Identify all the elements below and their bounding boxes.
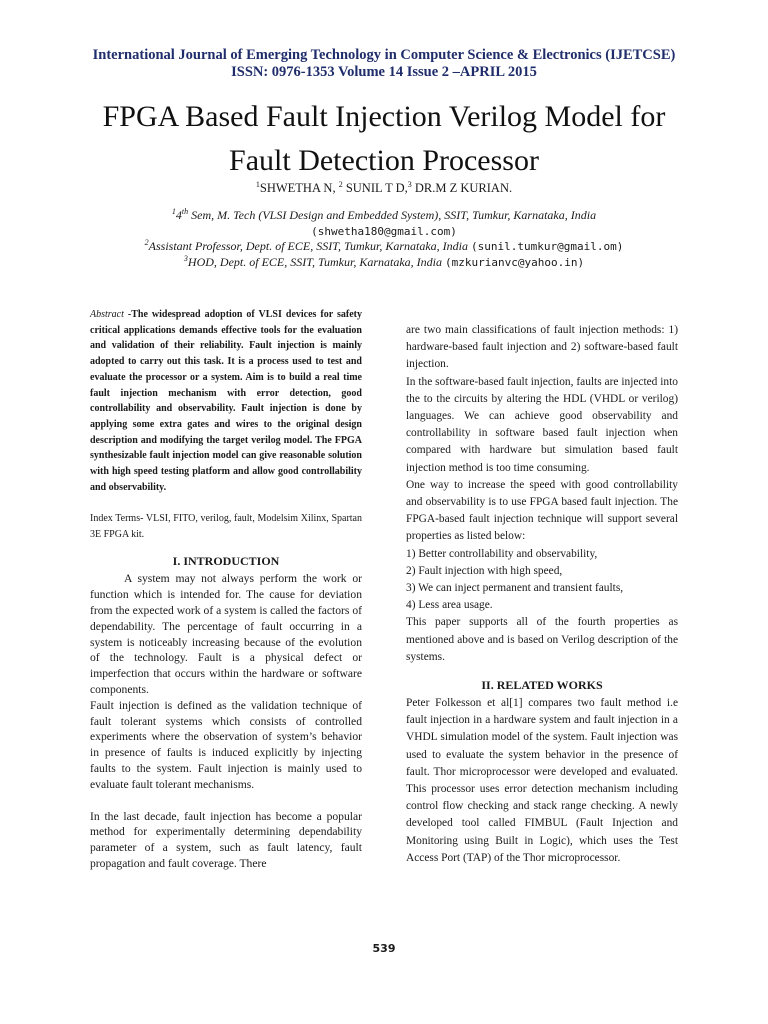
affiliation-1-email: [0, 224, 768, 239]
paragraph: In the last decade, fault injection has become a popular method for experimentally determining dependability parameter of a system, such as fault latency, fault propagation and fault coverage. There: [90, 809, 362, 870]
paragraph: Peter Folkesson et al[1] compares two fault method i.e fault injection in a hardware system and fault injection in a VHDL simulation model of the system. Fault injection was used to evaluate the system behavior in the presence of fault. Thor microprocessor were developed and evaluated. This processor uses error detection mechanism including control flow checking and stack range checking. A newly developed tool called FIMBUL (Fault Injection and Monitoring using Built in Logic), which uses the Test Access Port (TAP) of the Thor microprocessor.: [406, 697, 678, 864]
paragraph: Fault injection is defined as the validation technique of fault tolerant systems which consists of controlled experiments where the observation of system’s behavior in presence of faults is induced explicitly by injecting faults to the system. Fault injection is mainly used to evaluate fault tolerant mechanisms.: [90, 698, 362, 791]
abstract-text: -The widespread adoption of VLSI devices for safety critical applications demands effective tools for the evaluation and validation of their reliability. Fault injection is mainly adopted to carry out this task. It is a process used to test and evaluate the processor or a system. Aim is to build a real time fault injection mechanism with error detection, good controllability and observability. Fault injection is done by applying some extra gates and wires to the original design description and modifying the target verilog model. The FPGA synthesizable fault injection model can give reasonable solution with high speed testing platform and allow good controllability and observability.: [90, 309, 362, 493]
section-heading-related-works: II. RELATED WORKS: [481, 678, 603, 693]
author-email: (mzkurianvc@yahoo.in): [445, 256, 585, 269]
affiliation-2: [0, 239, 768, 254]
ordinal-suffix: th: [181, 207, 189, 216]
affiliation-3: [0, 255, 768, 270]
affiliation-marker: 1: [171, 207, 176, 216]
paper-title-line2: Fault Detection Processor: [229, 144, 539, 177]
author-email: (shwetha180@gmail.com): [311, 225, 457, 238]
paragraph: One way to increase the speed with good controllability and observability is to use FPGA based fault injection. The FPGA-based fault injection technique will support several properties as listed below:: [406, 478, 678, 543]
paragraph: A system may not always perform the work or function which is intended for. The cause for deviation from the expected work of a system is called the factors of dependability. The percentage of fault occurring in a system is noticeably increasing because of the evolution of the technology. Fault is a physical defect or imperfection that occurs within the hardware or software components.: [90, 572, 362, 697]
affiliation-semester: 4: [175, 208, 182, 222]
journal-name: International Journal of Emerging Technology in Computer Science & Electronics (IJETCSE): [92, 47, 676, 63]
paragraph: This paper supports all of the fourth properties as mentioned above and is based on Verilog description of the systems.: [406, 616, 678, 663]
affiliation-marker: 2: [144, 238, 149, 247]
list-item: 2) Fault injection with high speed,: [406, 564, 563, 577]
affiliation-text: Sem, M. Tech (VLSI Design and Embedded System), SSIT, Tumkur, Karnataka, India: [188, 208, 597, 222]
left-column: [90, 307, 362, 872]
abstract: [90, 307, 362, 495]
list-item: 4) Less area usage.: [406, 599, 493, 612]
author-list: [0, 180, 768, 196]
author-name: SUNIL T D,: [342, 181, 408, 195]
author-name: SHWETHA N,: [259, 181, 339, 195]
index-terms: Index Terms- VLSI, FITO, verilog, fault, Modelsim Xilinx, Spartan 3E FPGA kit.: [90, 513, 362, 540]
affiliation-text: Assistant Professor, Dept. of ECE, SSIT, Tumkur, Karnataka, India: [148, 239, 472, 253]
author-email: (sunil.tumkur@gmail.om): [471, 240, 624, 253]
abstract-label: Abstract: [90, 309, 124, 320]
paragraph: In the software-based fault injection, faults are injected into the to the circuits by altering the HDL (VHDL or verilog) languages. We can achieve good observability and controllability in software based fault injection when compared with hardware but simulation based fault injection method is too time consuming.: [406, 375, 678, 474]
affiliation-text: HOD, Dept. of ECE, SSIT, Tumkur, Karnataka, India: [187, 255, 446, 269]
list-item: 1) Better controllability and observability,: [406, 547, 598, 560]
section-heading-introduction: I. INTRODUCTION: [172, 554, 280, 569]
author-marker: 1: [255, 179, 260, 189]
affiliation-1: [0, 208, 768, 223]
author-name: DR.M Z KURIAN.: [411, 181, 513, 195]
author-marker: 2: [338, 179, 343, 189]
list-item: 3) We can inject permanent and transient faults,: [406, 582, 624, 595]
paper-title-line1: FPGA Based Fault Injection Verilog Model for: [102, 100, 666, 133]
right-column: [406, 322, 678, 867]
journal-issue: ISSN: 0976-1353 Volume 14 Issue 2 –APRIL 2015: [231, 64, 537, 80]
paragraph: are two main classifications of fault injection methods: 1) hardware-based fault injection and 2) software-based fault injection.: [406, 324, 678, 371]
affiliation-marker: 3: [183, 254, 188, 263]
author-marker: 3: [407, 179, 412, 189]
page-number: 539: [372, 942, 396, 955]
